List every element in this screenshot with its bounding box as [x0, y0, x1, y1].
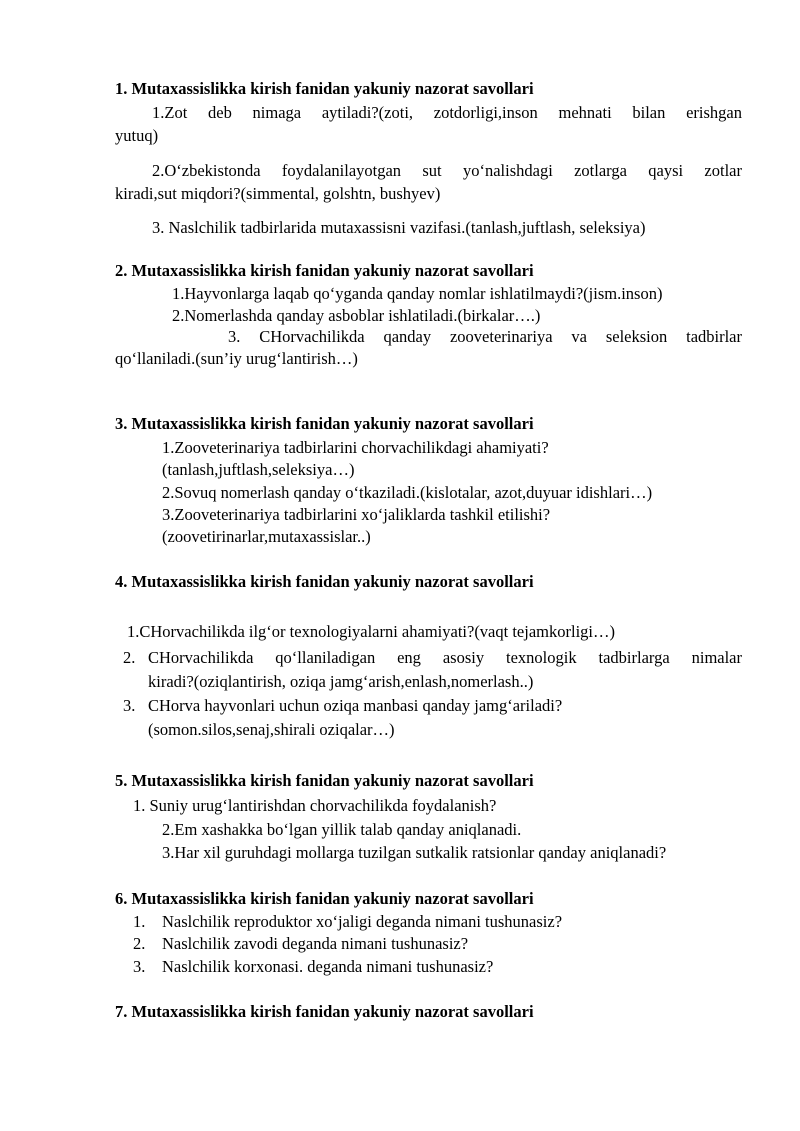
section-4-question-3-number: 3. — [123, 696, 136, 715]
section-1-question-1: 1.Zot deb nimaga aytiladi?(zoti, zotdorligi,inson mehnati bilan erishgan — [152, 103, 742, 122]
section-1-question-2: 2.O‘zbekistonda foydalanilayotgan sut yo‘nalishdagi zotlarga qaysi zotlar — [152, 161, 742, 180]
section-2-question-3-cont: qo‘llaniladi.(sun’iy urug‘lantirish…) — [115, 349, 358, 368]
section-4-question-3: CHorva hayvonlari uchun oziqa manbasi qanday jamg‘ariladi? — [148, 696, 563, 715]
section-2-question-2: 2.Nomerlashda qanday asboblar ishlatiladi.(birkalar….) — [172, 306, 541, 325]
section-1-title: 1. Mutaxassislikka kirish fanidan yakuniy nazorat savollari — [115, 79, 534, 98]
section-6-question-1: Naslchilik reproduktor xo‘jaligi deganda nimani tushunasiz? — [162, 912, 563, 931]
section-5-title: 5. Mutaxassislikka kirish fanidan yakuniy nazorat savollari — [115, 771, 534, 790]
section-1-question-3: 3. Naslchilik tadbirlarida mutaxassisni vazifasi.(tanlash,juftlash, seleksiya) — [152, 218, 646, 237]
section-5-question-2: 2.Em xashakka bo‘lgan yillik talab qanday aniqlanadi. — [162, 820, 522, 839]
section-6-question-3-number: 3. — [133, 957, 146, 976]
section-3-question-2: 2.Sovuq nomerlash qanday o‘tkaziladi.(kislotalar, azot,duyuar idishlari…) — [162, 483, 653, 502]
section-5-question-1: 1. Suniy urug‘lantirishdan chorvachilikda foydalanish? — [133, 796, 497, 815]
section-4-question-2-number: 2. — [123, 648, 136, 667]
section-4-title: 4. Mutaxassislikka kirish fanidan yakuniy nazorat savollari — [115, 572, 534, 591]
section-3-question-1: 1.Zooveterinariya tadbirlarini chorvachilikdagi ahamiyati? — [162, 438, 549, 457]
section-4-question-3-cont: (somon.silos,senaj,shirali oziqalar…) — [148, 720, 395, 739]
section-2-question-3: 3. CHorvachilikda qanday zooveterinariya va seleksion tadbirlar — [228, 327, 742, 346]
section-4-question-1: 1.CHorvachilikda ilg‘or texnologiyalarni ahamiyati?(vaqt tejamkorligi…) — [127, 622, 615, 641]
section-7-title: 7. Mutaxassislikka kirish fanidan yakuniy nazorat savollari — [115, 1002, 534, 1021]
section-4-question-2-cont: kiradi?(oziqlantirish, oziqa jamg‘arish,enlash,nomerlash..) — [148, 672, 534, 691]
section-6-title: 6. Mutaxassislikka kirish fanidan yakuniy nazorat savollari — [115, 889, 534, 908]
section-3-question-3-cont: (zoovetirinarlar,mutaxassislar..) — [162, 527, 371, 546]
section-1-question-1-cont: yutuq) — [115, 126, 159, 145]
section-3-title: 3. Mutaxassislikka kirish fanidan yakuniy nazorat savollari — [115, 414, 534, 433]
section-4-question-2: CHorvachilikda qo‘llaniladigan eng asosiy texnologik tadbirlarga nimalar — [148, 648, 742, 667]
section-6-question-3: Naslchilik korxonasi. deganda nimani tushunasiz? — [162, 957, 494, 976]
section-6-question-1-number: 1. — [133, 912, 146, 931]
section-6-question-2-number: 2. — [133, 934, 146, 953]
section-6-question-2: Naslchilik zavodi deganda nimani tushunasiz? — [162, 934, 469, 953]
section-2-title: 2. Mutaxassislikka kirish fanidan yakuniy nazorat savollari — [115, 261, 534, 280]
section-2-question-1: 1.Hayvonlarga laqab qo‘yganda qanday nomlar ishlatilmaydi?(jism.inson) — [172, 284, 663, 303]
section-3-question-1-cont: (tanlash,juftlash,seleksiya…) — [162, 460, 355, 479]
section-3-question-3: 3.Zooveterinariya tadbirlarini xo‘jaliklarda tashkil etilishi? — [162, 505, 551, 524]
section-1-question-2-cont: kiradi,sut miqdori?(simmental, golshtn, bushyev) — [115, 184, 441, 203]
section-5-question-3: 3.Har xil guruhdagi mollarga tuzilgan sutkalik ratsionlar qanday aniqlanadi? — [162, 843, 667, 862]
